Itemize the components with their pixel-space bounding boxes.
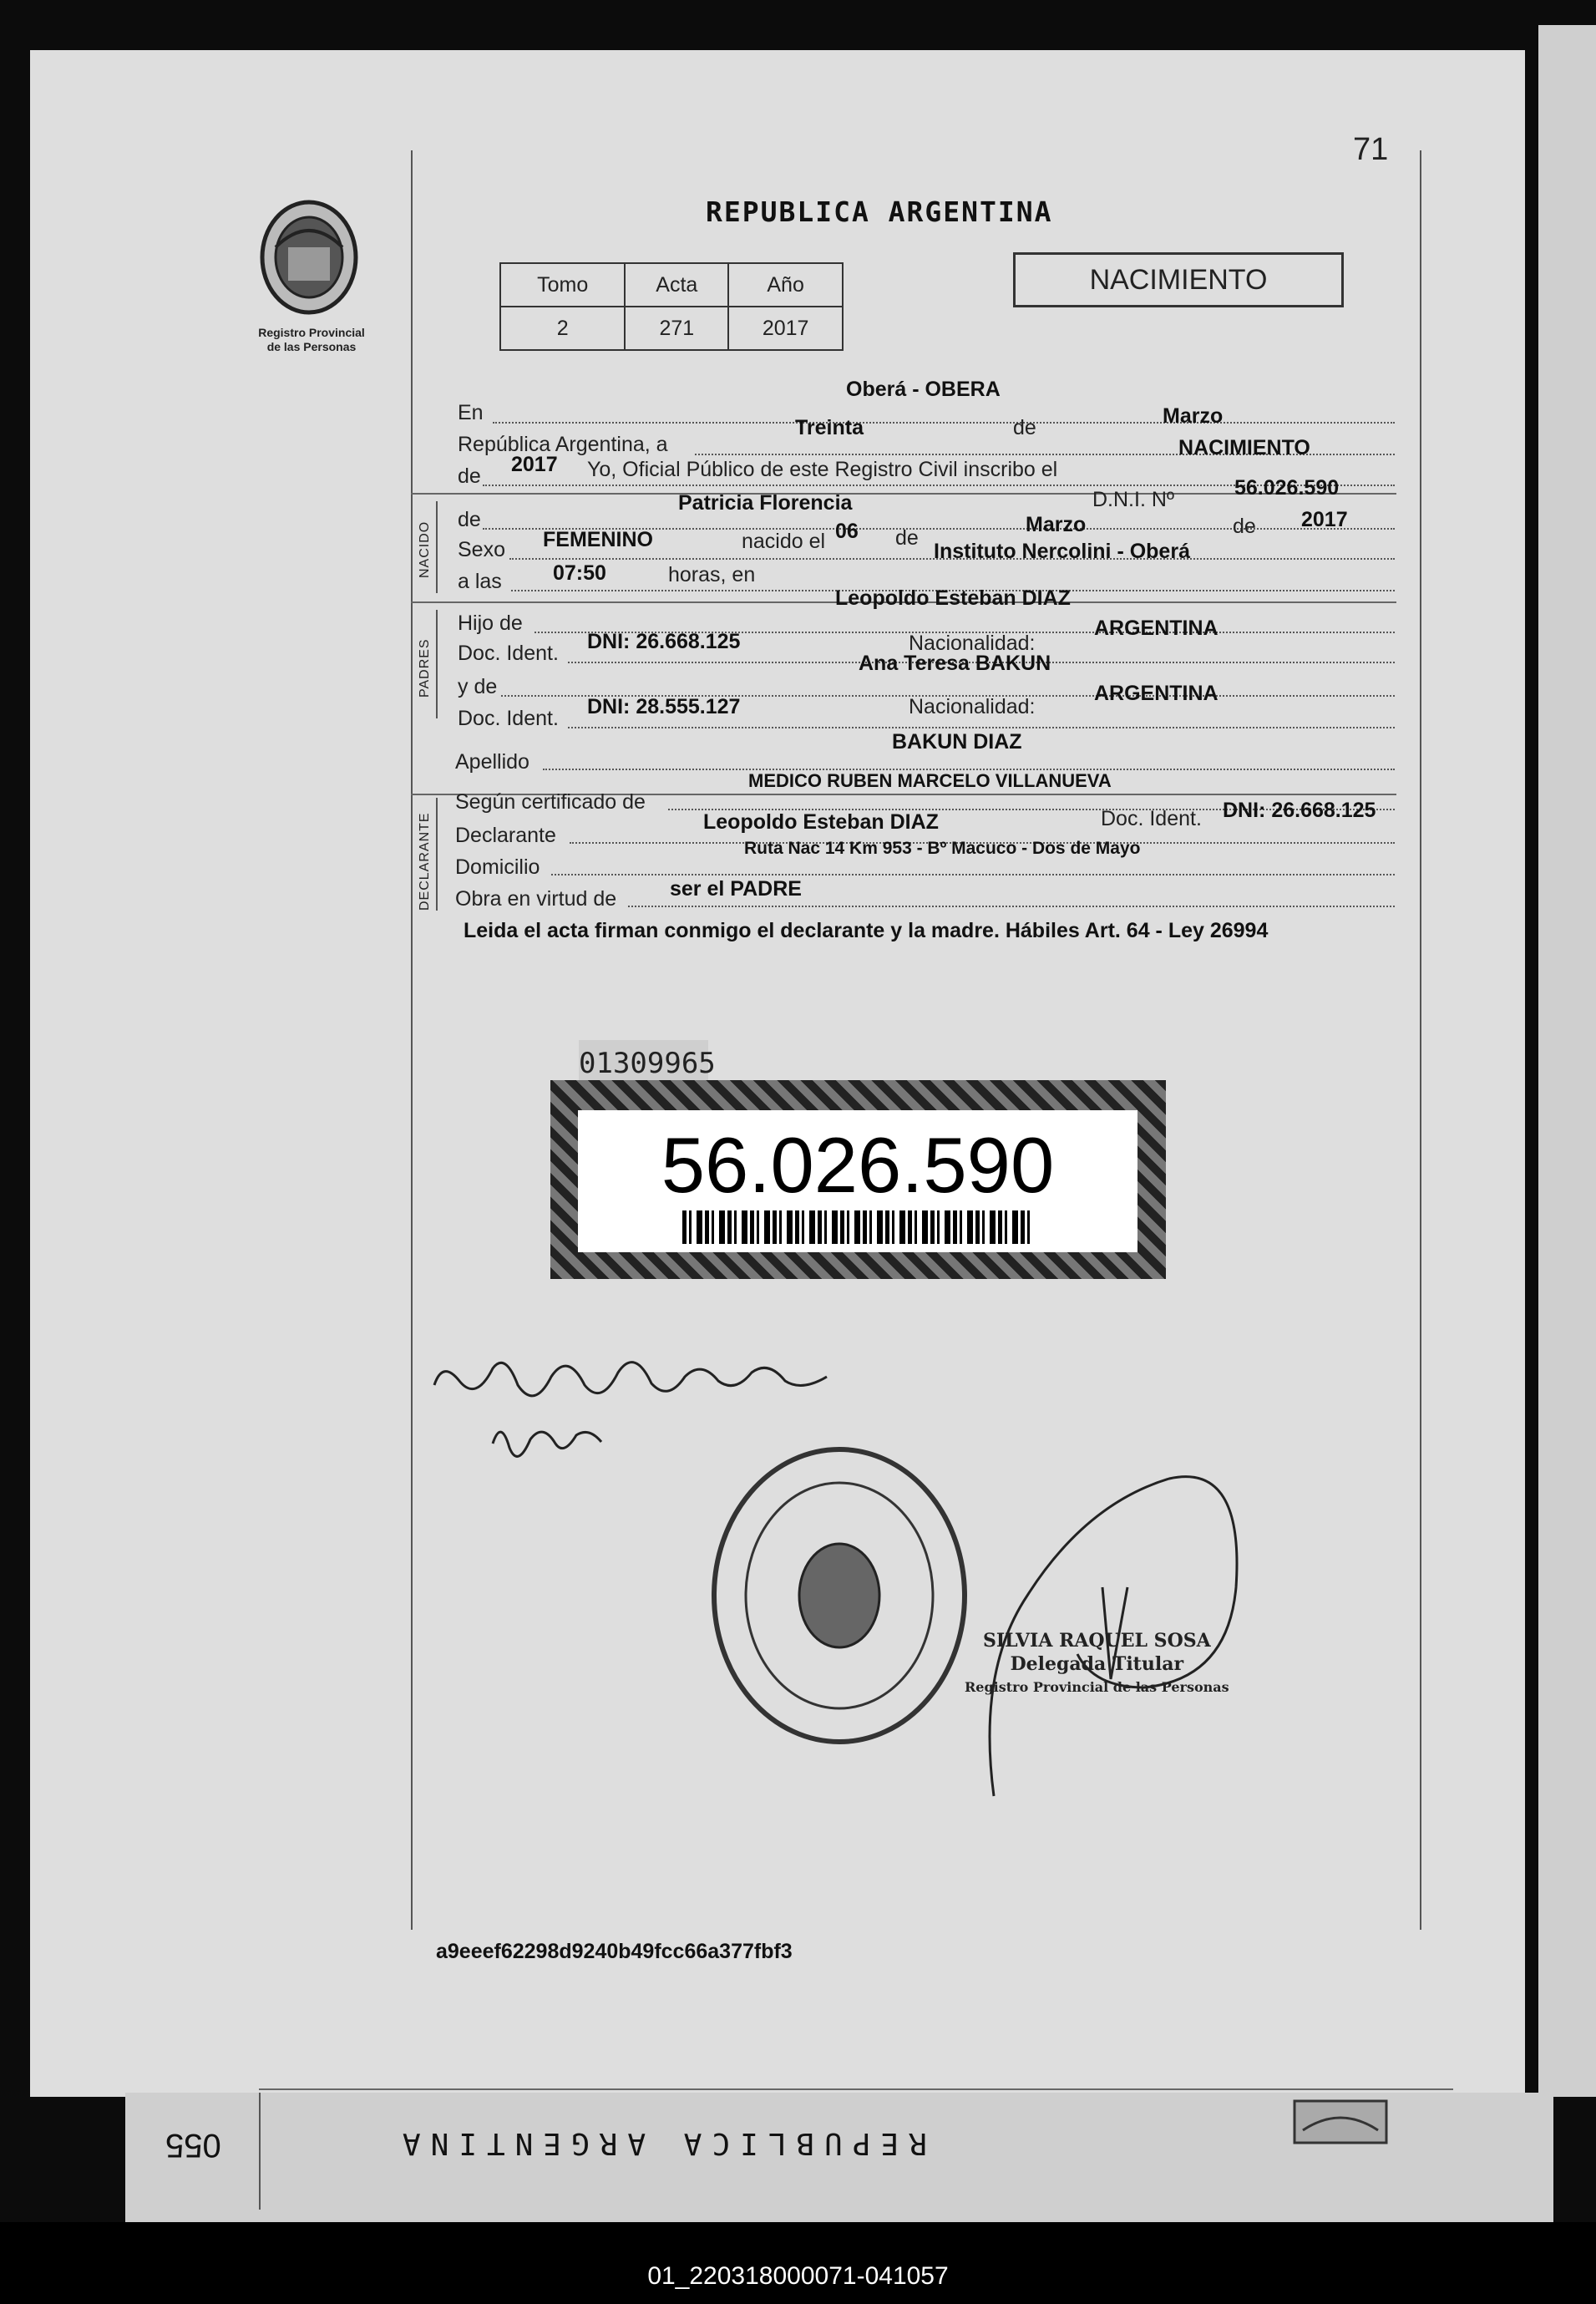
dni-sticker-number: 56.026.590 xyxy=(661,1121,1055,1209)
label-yo-oficial: Yo, Oficial Público de este Registro Civil inscribo el xyxy=(587,458,1058,481)
value-madre-nac: ARGENTINA xyxy=(1094,682,1219,705)
label-a-las: a las xyxy=(458,570,502,593)
declarante-bracket xyxy=(436,798,438,911)
label-apellido: Apellido xyxy=(455,750,529,774)
section-label-declarante: DECLARANTE xyxy=(418,812,432,911)
dotted-line xyxy=(551,874,1395,875)
value-mes-nac: Marzo xyxy=(1026,513,1087,536)
delegada-name: SILVIA RAQUEL SOSA xyxy=(982,1630,1211,1652)
table-value-tomo: 2 xyxy=(500,307,625,350)
page-number: 71 xyxy=(1353,132,1389,167)
label-doc-ident-declarante: Doc. Ident. xyxy=(1101,807,1202,830)
dotted-line xyxy=(628,906,1395,907)
table-header-acta: Acta xyxy=(625,263,728,307)
label-y-de: y de xyxy=(458,675,498,698)
value-padre-doc: DNI: 26.668.125 xyxy=(587,630,741,653)
document-title: REPUBLICA ARGENTINA xyxy=(706,195,1053,228)
right-frame-line xyxy=(1420,150,1421,1930)
left-frame-line xyxy=(411,150,413,1930)
value-dia-letras: Treinta xyxy=(795,416,864,439)
dni-sticker-panel xyxy=(578,1110,1137,1252)
lower-page-logo-icon xyxy=(1290,2097,1391,2147)
footer-code: 01_220318000071-041057 xyxy=(647,2262,949,2290)
label-domicilio: Domicilio xyxy=(455,855,540,879)
label-nacido-el: nacido el xyxy=(742,530,826,553)
value-anio-nac: 2017 xyxy=(1301,508,1348,531)
value-nombre: Patricia Florencia xyxy=(678,491,853,515)
table-header-tomo: Tomo xyxy=(500,263,625,307)
value-declarante-doc: DNI: 26.668.125 xyxy=(1223,799,1376,822)
label-de-mes: de xyxy=(895,526,919,550)
label-de-anio-nac: de xyxy=(1233,515,1256,538)
label-obra-virtud: Obra en virtud de xyxy=(455,887,617,911)
dotted-line xyxy=(568,727,1395,728)
lower-page-edge-line xyxy=(259,2088,1453,2090)
table-value-acta: 271 xyxy=(625,307,728,350)
delegada-block xyxy=(965,1629,1229,1699)
padres-bracket xyxy=(436,610,438,718)
section-label-padres: PADRES xyxy=(418,638,432,698)
label-doc-ident-madre: Doc. Ident. xyxy=(458,707,559,730)
section-label-nacido: NACIDO xyxy=(418,520,432,578)
label-nacionalidad-padre: Nacionalidad: xyxy=(909,632,1036,655)
record-type-box: NACIMIENTO xyxy=(1013,252,1344,307)
label-de-nombre: de xyxy=(458,508,481,531)
coat-of-arms-icon xyxy=(251,197,367,322)
label-hijo-de: Hijo de xyxy=(458,612,523,635)
adjacent-page-edge xyxy=(1538,25,1596,2097)
value-apellido: BAKUN DIAZ xyxy=(892,730,1022,754)
registry-caption-line2: de las Personas xyxy=(266,340,357,353)
table-value-anio: 2017 xyxy=(728,307,843,350)
record-table xyxy=(499,262,844,351)
dotted-line xyxy=(493,422,1395,424)
value-sexo: FEMENINO xyxy=(543,528,653,551)
value-dni: 56.026.590 xyxy=(1234,476,1340,500)
label-segun-certificado: Según certificado de xyxy=(455,790,646,814)
value-declarante: Leopoldo Esteban DIAZ xyxy=(703,810,939,834)
value-dia-nac: 06 xyxy=(835,520,859,543)
value-lugar-nac: Instituto Nercolini - Oberá xyxy=(934,540,1190,563)
official-stamp-icon xyxy=(702,1437,977,1754)
serial-number: 01309965 xyxy=(579,1040,708,1087)
label-en: En xyxy=(458,401,484,424)
lower-page-frame-line xyxy=(259,2093,261,2210)
document-page xyxy=(30,50,1525,2097)
value-mes-acta: Marzo xyxy=(1163,404,1224,428)
label-dni-no: D.N.I. Nº xyxy=(1092,488,1175,511)
value-certificado: MEDICO RUBEN MARCELO VILLANUEVA xyxy=(748,770,1112,791)
registry-caption-line1: Registro Provincial xyxy=(258,326,365,339)
value-padre: Leopoldo Esteban DIAZ xyxy=(835,586,1071,610)
dni-sticker xyxy=(550,1080,1166,1279)
value-madre: Ana Teresa BAKUN xyxy=(859,652,1051,675)
label-sexo: Sexo xyxy=(458,538,505,561)
value-lugar: Oberá - OBERA xyxy=(846,378,1001,401)
value-hora: 07:50 xyxy=(553,561,606,585)
label-republica: República Argentina, a xyxy=(458,433,668,456)
value-inscribe: NACIMIENTO xyxy=(1178,436,1310,459)
table-header-anio: Año xyxy=(728,263,843,307)
document-hash: a9eeef62298d9240b49fcc66a377fbf3 xyxy=(436,1940,793,1963)
value-madre-doc: DNI: 28.555.127 xyxy=(587,695,741,718)
label-declarante: Declarante xyxy=(455,824,556,847)
value-padre-nac: ARGENTINA xyxy=(1094,617,1219,640)
label-nacionalidad-madre: Nacionalidad: xyxy=(909,695,1036,718)
label-de: de xyxy=(1013,416,1036,439)
delegada-role: Delegada Titular xyxy=(1010,1653,1184,1675)
value-domicilio: Ruta Nac 14 Km 953 - Bº Macuco - Dos de Mayo xyxy=(744,839,1141,858)
label-de-anio: de xyxy=(458,464,481,488)
lower-page-number: 055 xyxy=(165,2127,221,2164)
barcode-icon xyxy=(682,1210,1033,1244)
lower-page-title: REPUBLICA ARGENTINA xyxy=(393,2126,927,2160)
value-obra-virtud: ser el PADRE xyxy=(670,877,802,901)
legal-note: Leida el acta firman conmigo el declarante y la madre. Hábiles Art. 64 - Ley 26994 xyxy=(464,919,1269,942)
registry-caption xyxy=(224,326,399,354)
label-doc-ident-padre: Doc. Ident. xyxy=(458,642,559,665)
nacido-bracket xyxy=(436,501,438,593)
value-anio-acta: 2017 xyxy=(511,453,558,476)
label-horas-en: horas, en xyxy=(668,563,756,586)
delegada-office: Registro Provincial de las Personas xyxy=(965,1679,1229,1695)
